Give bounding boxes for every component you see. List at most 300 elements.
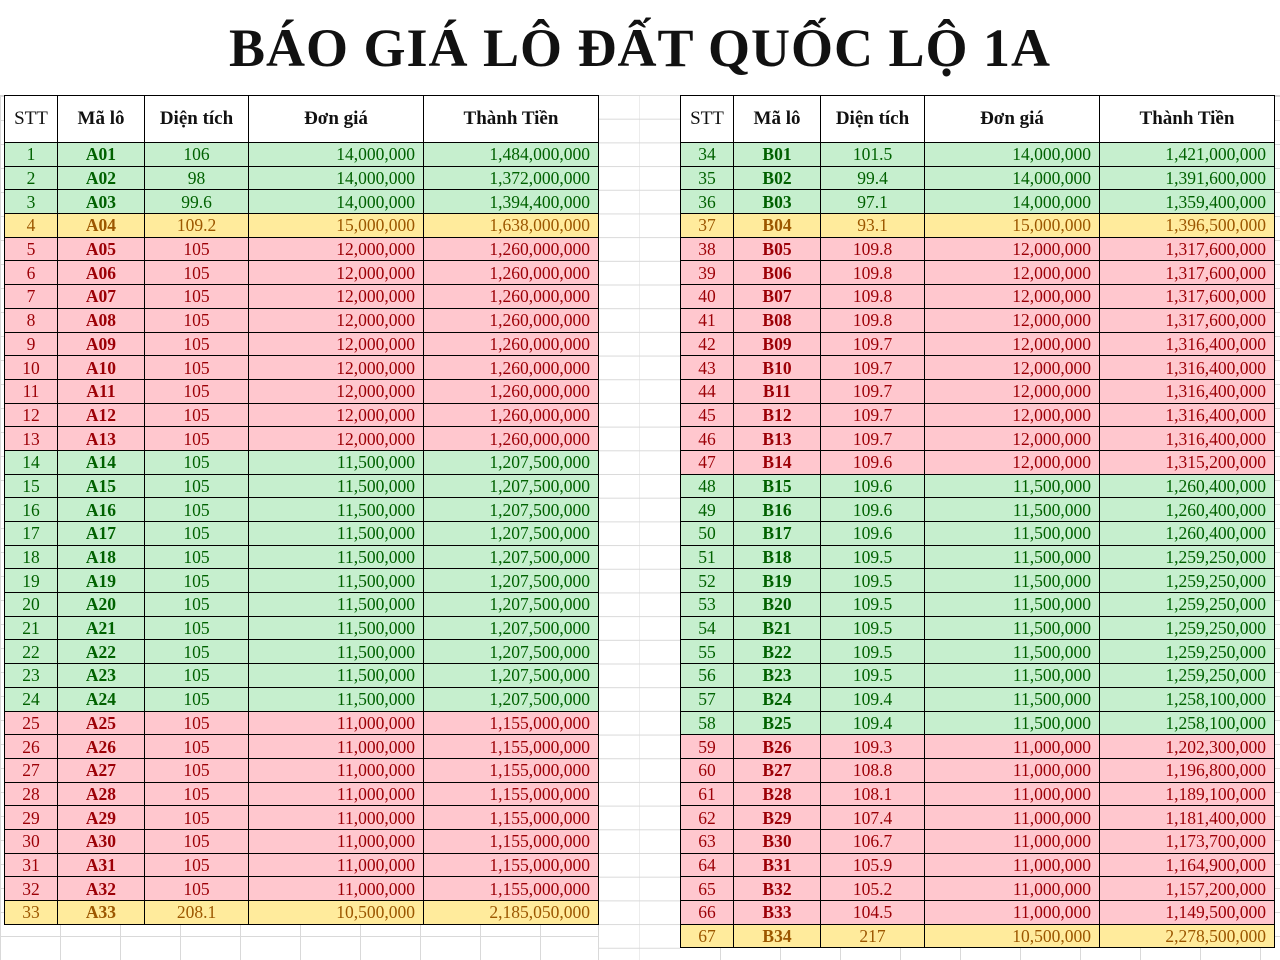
- cell-unit-price[interactable]: 12,000,000: [925, 450, 1100, 474]
- cell-area[interactable]: 105: [145, 522, 249, 546]
- cell-unit-price[interactable]: 11,500,000: [925, 640, 1100, 664]
- cell-stt[interactable]: 43: [681, 356, 734, 380]
- cell-area[interactable]: 105: [145, 261, 249, 285]
- cell-area[interactable]: 105: [145, 545, 249, 569]
- cell-area[interactable]: 106: [145, 143, 249, 167]
- cell-stt[interactable]: 13: [5, 427, 58, 451]
- cell-stt[interactable]: 46: [681, 427, 734, 451]
- cell-total[interactable]: 1,207,500,000: [424, 498, 599, 522]
- cell-area[interactable]: 109.7: [821, 332, 925, 356]
- cell-unit-price[interactable]: 11,500,000: [925, 687, 1100, 711]
- cell-stt[interactable]: 54: [681, 616, 734, 640]
- cell-stt[interactable]: 39: [681, 261, 734, 285]
- cell-area[interactable]: 109.5: [821, 545, 925, 569]
- cell-unit-price[interactable]: 11,500,000: [249, 450, 424, 474]
- cell-area[interactable]: 109.5: [821, 640, 925, 664]
- cell-area[interactable]: 105: [145, 853, 249, 877]
- cell-unit-price[interactable]: 11,500,000: [925, 522, 1100, 546]
- cell-unit-price[interactable]: 11,500,000: [249, 474, 424, 498]
- cell-total[interactable]: 1,259,250,000: [1100, 593, 1275, 617]
- cell-lot-code[interactable]: B07: [734, 285, 821, 309]
- cell-area[interactable]: 109.7: [821, 403, 925, 427]
- cell-lot-code[interactable]: A06: [58, 261, 145, 285]
- cell-unit-price[interactable]: 12,000,000: [249, 308, 424, 332]
- header-total[interactable]: Thành Tiền: [1100, 96, 1275, 143]
- cell-stt[interactable]: 23: [5, 664, 58, 688]
- cell-unit-price[interactable]: 11,000,000: [249, 829, 424, 853]
- cell-stt[interactable]: 59: [681, 735, 734, 759]
- cell-total[interactable]: 1,259,250,000: [1100, 616, 1275, 640]
- cell-total[interactable]: 1,260,400,000: [1100, 474, 1275, 498]
- cell-stt[interactable]: 27: [5, 758, 58, 782]
- cell-total[interactable]: 1,164,900,000: [1100, 853, 1275, 877]
- cell-stt[interactable]: 64: [681, 853, 734, 877]
- cell-area[interactable]: 109.7: [821, 356, 925, 380]
- cell-stt[interactable]: 1: [5, 143, 58, 167]
- cell-unit-price[interactable]: 11,000,000: [925, 782, 1100, 806]
- cell-area[interactable]: 109.2: [145, 214, 249, 238]
- cell-unit-price[interactable]: 11,000,000: [925, 901, 1100, 925]
- cell-lot-code[interactable]: A09: [58, 332, 145, 356]
- cell-lot-code[interactable]: A13: [58, 427, 145, 451]
- cell-unit-price[interactable]: 11,500,000: [925, 711, 1100, 735]
- cell-total[interactable]: 1,258,100,000: [1100, 711, 1275, 735]
- cell-total[interactable]: 1,207,500,000: [424, 522, 599, 546]
- cell-total[interactable]: 1,260,000,000: [424, 308, 599, 332]
- cell-total[interactable]: 1,207,500,000: [424, 616, 599, 640]
- cell-lot-code[interactable]: B26: [734, 735, 821, 759]
- cell-stt[interactable]: 58: [681, 711, 734, 735]
- cell-total[interactable]: 1,259,250,000: [1100, 664, 1275, 688]
- cell-unit-price[interactable]: 11,500,000: [249, 569, 424, 593]
- cell-area[interactable]: 105: [145, 711, 249, 735]
- cell-stt[interactable]: 45: [681, 403, 734, 427]
- cell-total[interactable]: 1,207,500,000: [424, 593, 599, 617]
- cell-area[interactable]: 217: [821, 924, 925, 948]
- cell-area[interactable]: 105: [145, 332, 249, 356]
- cell-unit-price[interactable]: 11,500,000: [249, 498, 424, 522]
- cell-unit-price[interactable]: 11,500,000: [925, 664, 1100, 688]
- cell-unit-price[interactable]: 15,000,000: [925, 214, 1100, 238]
- cell-unit-price[interactable]: 12,000,000: [925, 332, 1100, 356]
- cell-lot-code[interactable]: B08: [734, 308, 821, 332]
- cell-stt[interactable]: 28: [5, 782, 58, 806]
- cell-total[interactable]: 1,173,700,000: [1100, 829, 1275, 853]
- cell-total[interactable]: 1,155,000,000: [424, 735, 599, 759]
- cell-lot-code[interactable]: B02: [734, 166, 821, 190]
- cell-area[interactable]: 104.5: [821, 901, 925, 925]
- cell-unit-price[interactable]: 11,000,000: [925, 735, 1100, 759]
- cell-lot-code[interactable]: B03: [734, 190, 821, 214]
- header-stt[interactable]: STT: [681, 96, 734, 143]
- cell-total[interactable]: 1,259,250,000: [1100, 569, 1275, 593]
- cell-stt[interactable]: 24: [5, 687, 58, 711]
- cell-area[interactable]: 109.7: [821, 427, 925, 451]
- cell-lot-code[interactable]: A29: [58, 806, 145, 830]
- cell-stt[interactable]: 61: [681, 782, 734, 806]
- cell-lot-code[interactable]: B12: [734, 403, 821, 427]
- cell-unit-price[interactable]: 14,000,000: [925, 143, 1100, 167]
- cell-total[interactable]: 1,149,500,000: [1100, 901, 1275, 925]
- cell-unit-price[interactable]: 11,500,000: [249, 593, 424, 617]
- cell-stt[interactable]: 62: [681, 806, 734, 830]
- cell-area[interactable]: 105: [145, 735, 249, 759]
- cell-stt[interactable]: 7: [5, 285, 58, 309]
- cell-stt[interactable]: 25: [5, 711, 58, 735]
- cell-stt[interactable]: 11: [5, 379, 58, 403]
- cell-unit-price[interactable]: 12,000,000: [249, 379, 424, 403]
- cell-area[interactable]: 105: [145, 782, 249, 806]
- cell-lot-code[interactable]: A28: [58, 782, 145, 806]
- cell-stt[interactable]: 20: [5, 593, 58, 617]
- cell-area[interactable]: 105: [145, 450, 249, 474]
- cell-total[interactable]: 1,189,100,000: [1100, 782, 1275, 806]
- cell-unit-price[interactable]: 11,500,000: [925, 545, 1100, 569]
- cell-stt[interactable]: 4: [5, 214, 58, 238]
- cell-stt[interactable]: 40: [681, 285, 734, 309]
- cell-unit-price[interactable]: 11,000,000: [925, 853, 1100, 877]
- cell-stt[interactable]: 31: [5, 853, 58, 877]
- header-unit-price[interactable]: Đơn giá: [925, 96, 1100, 143]
- cell-lot-code[interactable]: A07: [58, 285, 145, 309]
- cell-total[interactable]: 1,260,000,000: [424, 427, 599, 451]
- cell-stt[interactable]: 66: [681, 901, 734, 925]
- cell-lot-code[interactable]: A08: [58, 308, 145, 332]
- cell-lot-code[interactable]: A15: [58, 474, 145, 498]
- cell-unit-price[interactable]: 12,000,000: [249, 403, 424, 427]
- cell-unit-price[interactable]: 11,500,000: [925, 616, 1100, 640]
- cell-unit-price[interactable]: 12,000,000: [925, 403, 1100, 427]
- cell-area[interactable]: 208.1: [145, 901, 249, 925]
- cell-lot-code[interactable]: A23: [58, 664, 145, 688]
- cell-area[interactable]: 109.6: [821, 474, 925, 498]
- cell-unit-price[interactable]: 11,500,000: [249, 640, 424, 664]
- cell-unit-price[interactable]: 12,000,000: [925, 379, 1100, 403]
- cell-lot-code[interactable]: A05: [58, 237, 145, 261]
- cell-total[interactable]: 1,316,400,000: [1100, 403, 1275, 427]
- cell-total[interactable]: 1,317,600,000: [1100, 308, 1275, 332]
- cell-stt[interactable]: 16: [5, 498, 58, 522]
- cell-area[interactable]: 105: [145, 237, 249, 261]
- cell-area[interactable]: 105: [145, 285, 249, 309]
- cell-area[interactable]: 105: [145, 758, 249, 782]
- cell-stt[interactable]: 51: [681, 545, 734, 569]
- cell-area[interactable]: 105: [145, 616, 249, 640]
- cell-area[interactable]: 109.8: [821, 261, 925, 285]
- cell-total[interactable]: 1,394,400,000: [424, 190, 599, 214]
- cell-stt[interactable]: 14: [5, 450, 58, 474]
- cell-lot-code[interactable]: B18: [734, 545, 821, 569]
- cell-unit-price[interactable]: 11,500,000: [249, 522, 424, 546]
- cell-area[interactable]: 97.1: [821, 190, 925, 214]
- cell-stt[interactable]: 60: [681, 758, 734, 782]
- cell-lot-code[interactable]: B14: [734, 450, 821, 474]
- cell-stt[interactable]: 50: [681, 522, 734, 546]
- cell-unit-price[interactable]: 10,500,000: [249, 901, 424, 925]
- cell-stt[interactable]: 18: [5, 545, 58, 569]
- cell-lot-code[interactable]: B05: [734, 237, 821, 261]
- cell-lot-code[interactable]: B17: [734, 522, 821, 546]
- cell-lot-code[interactable]: A02: [58, 166, 145, 190]
- cell-area[interactable]: 109.7: [821, 379, 925, 403]
- cell-stt[interactable]: 65: [681, 877, 734, 901]
- cell-lot-code[interactable]: B11: [734, 379, 821, 403]
- cell-lot-code[interactable]: B13: [734, 427, 821, 451]
- cell-stt[interactable]: 9: [5, 332, 58, 356]
- cell-total[interactable]: 1,484,000,000: [424, 143, 599, 167]
- cell-lot-code[interactable]: A10: [58, 356, 145, 380]
- cell-total[interactable]: 1,202,300,000: [1100, 735, 1275, 759]
- cell-stt[interactable]: 17: [5, 522, 58, 546]
- cell-lot-code[interactable]: A16: [58, 498, 145, 522]
- cell-total[interactable]: 1,155,000,000: [424, 877, 599, 901]
- cell-total[interactable]: 1,260,000,000: [424, 285, 599, 309]
- cell-total[interactable]: 1,259,250,000: [1100, 545, 1275, 569]
- cell-area[interactable]: 105: [145, 379, 249, 403]
- cell-stt[interactable]: 32: [5, 877, 58, 901]
- cell-stt[interactable]: 5: [5, 237, 58, 261]
- cell-lot-code[interactable]: B30: [734, 829, 821, 853]
- cell-stt[interactable]: 3: [5, 190, 58, 214]
- cell-stt[interactable]: 6: [5, 261, 58, 285]
- cell-lot-code[interactable]: B01: [734, 143, 821, 167]
- cell-total[interactable]: 1,359,400,000: [1100, 190, 1275, 214]
- cell-area[interactable]: 93.1: [821, 214, 925, 238]
- cell-unit-price[interactable]: 11,500,000: [925, 593, 1100, 617]
- cell-total[interactable]: 1,155,000,000: [424, 782, 599, 806]
- cell-lot-code[interactable]: B21: [734, 616, 821, 640]
- cell-area[interactable]: 109.8: [821, 308, 925, 332]
- cell-stt[interactable]: 12: [5, 403, 58, 427]
- cell-total[interactable]: 1,260,000,000: [424, 356, 599, 380]
- cell-unit-price[interactable]: 11,500,000: [925, 569, 1100, 593]
- cell-area[interactable]: 105: [145, 664, 249, 688]
- cell-total[interactable]: 1,260,000,000: [424, 332, 599, 356]
- cell-area[interactable]: 105: [145, 687, 249, 711]
- cell-lot-code[interactable]: B32: [734, 877, 821, 901]
- cell-total[interactable]: 1,317,600,000: [1100, 261, 1275, 285]
- cell-stt[interactable]: 19: [5, 569, 58, 593]
- spreadsheet-gap-column[interactable]: [598, 95, 680, 960]
- cell-lot-code[interactable]: A12: [58, 403, 145, 427]
- cell-stt[interactable]: 8: [5, 308, 58, 332]
- cell-lot-code[interactable]: B31: [734, 853, 821, 877]
- cell-unit-price[interactable]: 11,000,000: [249, 877, 424, 901]
- cell-unit-price[interactable]: 12,000,000: [249, 237, 424, 261]
- cell-stt[interactable]: 22: [5, 640, 58, 664]
- cell-total[interactable]: 1,260,000,000: [424, 379, 599, 403]
- cell-area[interactable]: 109.6: [821, 522, 925, 546]
- cell-lot-code[interactable]: A22: [58, 640, 145, 664]
- cell-lot-code[interactable]: B29: [734, 806, 821, 830]
- cell-area[interactable]: 98: [145, 166, 249, 190]
- cell-stt[interactable]: 15: [5, 474, 58, 498]
- cell-total[interactable]: 1,421,000,000: [1100, 143, 1275, 167]
- cell-area[interactable]: 105: [145, 474, 249, 498]
- cell-lot-code[interactable]: A19: [58, 569, 145, 593]
- cell-lot-code[interactable]: B15: [734, 474, 821, 498]
- cell-area[interactable]: 107.4: [821, 806, 925, 830]
- cell-total[interactable]: 1,196,800,000: [1100, 758, 1275, 782]
- cell-total[interactable]: 1,207,500,000: [424, 664, 599, 688]
- cell-lot-code[interactable]: A31: [58, 853, 145, 877]
- cell-area[interactable]: 101.5: [821, 143, 925, 167]
- cell-area[interactable]: 105: [145, 569, 249, 593]
- cell-total[interactable]: 1,181,400,000: [1100, 806, 1275, 830]
- cell-total[interactable]: 1,207,500,000: [424, 474, 599, 498]
- cell-unit-price[interactable]: 11,000,000: [925, 829, 1100, 853]
- cell-unit-price[interactable]: 11,000,000: [925, 877, 1100, 901]
- cell-total[interactable]: 1,315,200,000: [1100, 450, 1275, 474]
- cell-unit-price[interactable]: 11,000,000: [249, 711, 424, 735]
- cell-area[interactable]: 105.2: [821, 877, 925, 901]
- cell-lot-code[interactable]: A27: [58, 758, 145, 782]
- cell-lot-code[interactable]: A21: [58, 616, 145, 640]
- header-code[interactable]: Mã lô: [58, 96, 145, 143]
- cell-total[interactable]: 1,396,500,000: [1100, 214, 1275, 238]
- header-unit-price[interactable]: Đơn giá: [249, 96, 424, 143]
- cell-unit-price[interactable]: 14,000,000: [249, 166, 424, 190]
- cell-stt[interactable]: 44: [681, 379, 734, 403]
- cell-lot-code[interactable]: B27: [734, 758, 821, 782]
- cell-lot-code[interactable]: B16: [734, 498, 821, 522]
- cell-lot-code[interactable]: A14: [58, 450, 145, 474]
- cell-lot-code[interactable]: B33: [734, 901, 821, 925]
- cell-lot-code[interactable]: B34: [734, 924, 821, 948]
- cell-area[interactable]: 109.6: [821, 498, 925, 522]
- cell-area[interactable]: 105: [145, 356, 249, 380]
- cell-total[interactable]: 2,278,500,000: [1100, 924, 1275, 948]
- cell-lot-code[interactable]: A30: [58, 829, 145, 853]
- cell-unit-price[interactable]: 14,000,000: [925, 190, 1100, 214]
- cell-area[interactable]: 108.8: [821, 758, 925, 782]
- cell-unit-price[interactable]: 11,500,000: [925, 474, 1100, 498]
- cell-stt[interactable]: 53: [681, 593, 734, 617]
- cell-area[interactable]: 105: [145, 829, 249, 853]
- cell-area[interactable]: 109.5: [821, 616, 925, 640]
- cell-unit-price[interactable]: 11,500,000: [925, 498, 1100, 522]
- cell-unit-price[interactable]: 11,000,000: [925, 806, 1100, 830]
- cell-unit-price[interactable]: 12,000,000: [925, 261, 1100, 285]
- cell-total[interactable]: 1,317,600,000: [1100, 237, 1275, 261]
- cell-lot-code[interactable]: B23: [734, 664, 821, 688]
- cell-total[interactable]: 1,258,100,000: [1100, 687, 1275, 711]
- cell-area[interactable]: 108.1: [821, 782, 925, 806]
- cell-total[interactable]: 1,260,000,000: [424, 261, 599, 285]
- cell-stt[interactable]: 38: [681, 237, 734, 261]
- cell-total[interactable]: 1,207,500,000: [424, 687, 599, 711]
- cell-unit-price[interactable]: 12,000,000: [925, 237, 1100, 261]
- header-code[interactable]: Mã lô: [734, 96, 821, 143]
- header-stt[interactable]: STT: [5, 96, 58, 143]
- cell-total[interactable]: 1,317,600,000: [1100, 285, 1275, 309]
- cell-total[interactable]: 1,207,500,000: [424, 545, 599, 569]
- cell-stt[interactable]: 52: [681, 569, 734, 593]
- cell-unit-price[interactable]: 12,000,000: [925, 308, 1100, 332]
- cell-unit-price[interactable]: 14,000,000: [925, 166, 1100, 190]
- cell-stt[interactable]: 37: [681, 214, 734, 238]
- cell-total[interactable]: 1,155,000,000: [424, 806, 599, 830]
- cell-unit-price[interactable]: 11,000,000: [249, 735, 424, 759]
- cell-total[interactable]: 1,316,400,000: [1100, 332, 1275, 356]
- cell-area[interactable]: 109.4: [821, 711, 925, 735]
- cell-lot-code[interactable]: B09: [734, 332, 821, 356]
- cell-lot-code[interactable]: A33: [58, 901, 145, 925]
- cell-area[interactable]: 109.6: [821, 450, 925, 474]
- cell-total[interactable]: 1,372,000,000: [424, 166, 599, 190]
- cell-area[interactable]: 105: [145, 593, 249, 617]
- cell-stt[interactable]: 35: [681, 166, 734, 190]
- cell-area[interactable]: 105.9: [821, 853, 925, 877]
- cell-stt[interactable]: 41: [681, 308, 734, 332]
- cell-area[interactable]: 105: [145, 403, 249, 427]
- cell-unit-price[interactable]: 11,000,000: [249, 758, 424, 782]
- cell-total[interactable]: 1,155,000,000: [424, 758, 599, 782]
- cell-lot-code[interactable]: A24: [58, 687, 145, 711]
- cell-total[interactable]: 1,260,000,000: [424, 237, 599, 261]
- cell-area[interactable]: 105: [145, 427, 249, 451]
- cell-lot-code[interactable]: B22: [734, 640, 821, 664]
- cell-stt[interactable]: 47: [681, 450, 734, 474]
- cell-unit-price[interactable]: 12,000,000: [249, 285, 424, 309]
- cell-total[interactable]: 1,316,400,000: [1100, 379, 1275, 403]
- cell-unit-price[interactable]: 12,000,000: [249, 356, 424, 380]
- cell-area[interactable]: 109.8: [821, 237, 925, 261]
- cell-area[interactable]: 109.3: [821, 735, 925, 759]
- cell-stt[interactable]: 10: [5, 356, 58, 380]
- cell-total[interactable]: 1,207,500,000: [424, 569, 599, 593]
- cell-lot-code[interactable]: B04: [734, 214, 821, 238]
- cell-area[interactable]: 99.6: [145, 190, 249, 214]
- cell-total[interactable]: 1,316,400,000: [1100, 356, 1275, 380]
- cell-total[interactable]: 1,316,400,000: [1100, 427, 1275, 451]
- cell-lot-code[interactable]: B06: [734, 261, 821, 285]
- cell-stt[interactable]: 34: [681, 143, 734, 167]
- cell-unit-price[interactable]: 12,000,000: [249, 332, 424, 356]
- cell-unit-price[interactable]: 14,000,000: [249, 143, 424, 167]
- cell-lot-code[interactable]: B10: [734, 356, 821, 380]
- cell-total[interactable]: 1,155,000,000: [424, 711, 599, 735]
- cell-lot-code[interactable]: A03: [58, 190, 145, 214]
- cell-unit-price[interactable]: 11,500,000: [249, 664, 424, 688]
- cell-unit-price[interactable]: 11,500,000: [249, 616, 424, 640]
- cell-unit-price[interactable]: 12,000,000: [925, 427, 1100, 451]
- cell-total[interactable]: 2,185,050,000: [424, 901, 599, 925]
- cell-stt[interactable]: 26: [5, 735, 58, 759]
- cell-total[interactable]: 1,155,000,000: [424, 829, 599, 853]
- cell-area[interactable]: 109.8: [821, 285, 925, 309]
- cell-lot-code[interactable]: A32: [58, 877, 145, 901]
- cell-total[interactable]: 1,207,500,000: [424, 640, 599, 664]
- header-total[interactable]: Thành Tiền: [424, 96, 599, 143]
- cell-lot-code[interactable]: B19: [734, 569, 821, 593]
- cell-lot-code[interactable]: B25: [734, 711, 821, 735]
- cell-lot-code[interactable]: B24: [734, 687, 821, 711]
- cell-area[interactable]: 109.5: [821, 593, 925, 617]
- cell-area[interactable]: 99.4: [821, 166, 925, 190]
- header-area[interactable]: Diện tích: [145, 96, 249, 143]
- cell-stt[interactable]: 2: [5, 166, 58, 190]
- cell-area[interactable]: 109.5: [821, 664, 925, 688]
- cell-total[interactable]: 1,259,250,000: [1100, 640, 1275, 664]
- cell-stt[interactable]: 55: [681, 640, 734, 664]
- cell-lot-code[interactable]: A17: [58, 522, 145, 546]
- cell-stt[interactable]: 21: [5, 616, 58, 640]
- cell-unit-price[interactable]: 12,000,000: [249, 261, 424, 285]
- cell-area[interactable]: 109.4: [821, 687, 925, 711]
- cell-unit-price[interactable]: 12,000,000: [925, 285, 1100, 309]
- cell-unit-price[interactable]: 14,000,000: [249, 190, 424, 214]
